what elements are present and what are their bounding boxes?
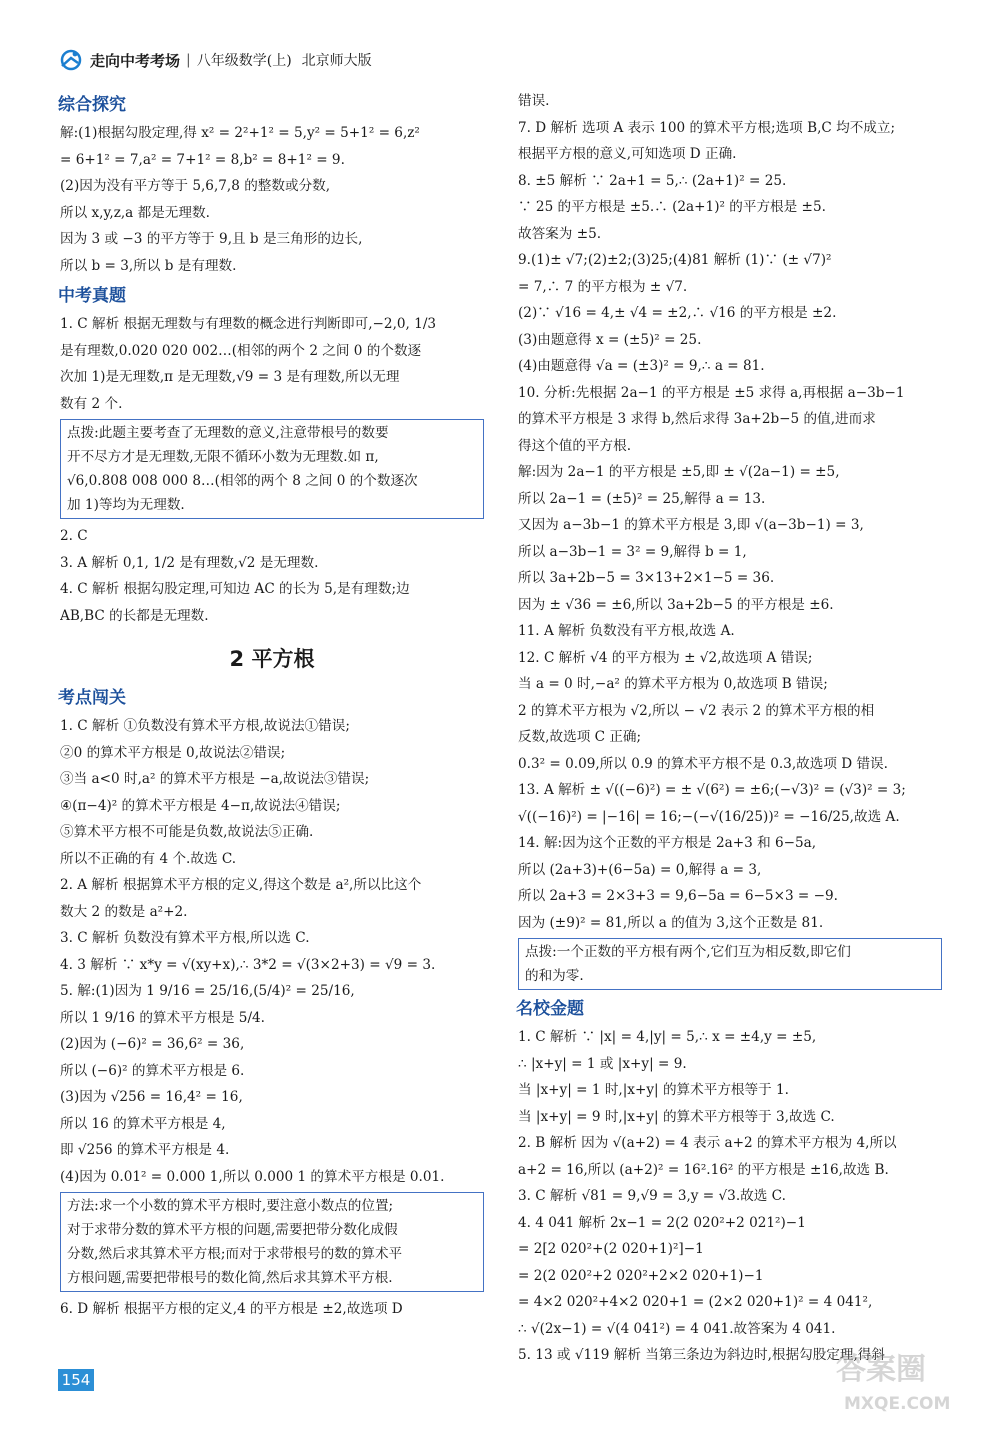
text-line: 14. 解:因为这个正数的平方根是 2a+3 和 6−5a, [518, 835, 817, 851]
text-line: ∴ |x+y| = 1 或 |x+y| = 9. [518, 1055, 687, 1072]
header-separator: | [186, 52, 191, 68]
text-line: 12. C 解析 √4 的平方根为 ± √2,故选项 A 错误; [518, 649, 813, 666]
text-line: 13. A 解析 ± √((−6)²) = ± √(6²) = ±6;(−√3)² = (√3)² = 3; [518, 782, 906, 798]
text-line: 2. C [60, 528, 88, 544]
section-title-exam-questions: 中考真题 [58, 286, 126, 306]
page-number: 154 [58, 1369, 94, 1391]
text-line: 数有 2 个. [60, 395, 123, 412]
text-line: ③当 a<0 时,a² 的算术平方根是 −a,故说法③错误; [60, 771, 370, 787]
section-title-comprehensive: 综合探究 [58, 95, 126, 115]
text-line: 11. A 解析 负数没有平方根,故选 A. [518, 623, 735, 639]
tip-line: 点拨:一个正数的平方根有两个,它们互为相反数,即它们 [525, 944, 851, 960]
text-line: = 7,∴ 7 的平方根为 ± √7. [518, 278, 688, 295]
runner-logo-icon [58, 49, 84, 71]
watermark-url: MXQE.COM [844, 1394, 951, 1414]
text-line: 1. C 解析 ①负数没有算术平方根,故说法①错误; [60, 718, 350, 734]
tip-box [518, 938, 942, 990]
text-line: 2 的算术平方根为 √2,所以 − √2 表示 2 的算术平方根的相 [518, 702, 875, 719]
left-column [60, 88, 484, 1323]
text-line: = 2(2 020²+2 020²+2×2 020+1)−1 [518, 1267, 764, 1284]
edition-label: 北京师大版 [301, 53, 372, 69]
text-line: 所以 (−6)² 的算术平方根是 6. [60, 1062, 245, 1079]
text-line: ②0 的算术平方根是 0,故说法②错误; [60, 744, 286, 761]
text-line: 1. C 解析 ∵ |x| = 4,|y| = 5,∴ x = ±4,y = ±5, [518, 1029, 817, 1045]
text-line: ④(π−4)² 的算术平方根是 4−π,故说法④错误; [60, 797, 341, 814]
text-line: 当 a = 0 时,−a² 的算术平方根为 0,故选项 B 错误; [518, 676, 828, 692]
text-line: = 6+1² = 7,a² = 7+1² = 8,b² = 8+1² = 9. [60, 151, 345, 168]
chapter-title: 2 平方根 [229, 647, 315, 671]
text-line: 因为 ± √36 = ±6,所以 3a+2b−5 的平方根是 ±6. [518, 596, 834, 613]
right-column [518, 88, 942, 1369]
section-comprehensive-body [60, 120, 484, 279]
text-line: 根据平方根的意义,可知选项 D 正确. [518, 146, 737, 162]
text-line: (4)因为 0.01² = 0.000 1,所以 0.000 1 的算术平方根是 0.01. [60, 1168, 445, 1185]
text-line: 得这个值的平方根. [518, 437, 632, 454]
text-line: = 2[2 020²+(2 020+1)²]−1 [518, 1241, 704, 1257]
text-line: 所以 x,y,z,a 都是无理数. [60, 204, 210, 221]
text-line: 次加 1)是无理数,π 是无理数,√9 = 3 是有理数,所以无理 [60, 369, 400, 385]
text-line: 所以 b = 3,所以 b 是有理数. [60, 257, 237, 274]
text-line: 故答案为 ±5. [518, 225, 602, 242]
text-line: 所以不正确的有 4 个.故选 C. [60, 850, 237, 867]
text-line: 5. 解:(1)因为 1 9/16 = 25/16,(5/4)² = 25/16, [60, 983, 355, 999]
text-line: (3)由题意得 x = (±5)² = 25. [518, 331, 702, 348]
text-line: 是有理数,0.020 020 002…(相邻的两个 2 之间 0 的个数逐 [60, 342, 422, 359]
text-line: (3)因为 √256 = 16,4² = 16, [60, 1089, 243, 1105]
text-line: 错误. [518, 93, 550, 109]
text-line: 因为 3 或 −3 的平方等于 9,且 b 是三角形的边长, [60, 231, 363, 247]
text-line: 4. 4 041 解析 2x−1 = 2(2 020²+2 021²)−1 [518, 1214, 806, 1231]
watermark-text: 答案圈 [836, 1352, 926, 1387]
method-line: 分数,然后求其算术平方根;而对于求带根号的数的算术平 [67, 1246, 403, 1262]
text-line: AB,BC 的长都是无理数. [60, 607, 209, 624]
text-line: 3. A 解析 0,1, 1/2 是有理数,√2 是无理数. [60, 554, 319, 571]
book-title: 八年级数学(上) [196, 53, 292, 69]
text-line: 2. A 解析 根据算术平方根的定义,得这个数是 a²,所以比这个 [60, 877, 422, 893]
watermark [836, 1350, 964, 1430]
method-line: 方法:求一个小数的算术平方根时,要注意小数点的位置; [67, 1198, 394, 1214]
text-line: 的算术平方根是 3 求得 b,然后求得 3a+2b−5 的值,进而求 [518, 411, 876, 427]
method-line: 对于求带分数的算术平方根的问题,需要把带分数化成假 [67, 1222, 398, 1238]
text-line: 当 |x+y| = 1 时,|x+y| 的算术平方根等于 1. [518, 1082, 789, 1098]
section-title-famous-school: 名校金题 [516, 999, 584, 1019]
text-line: 6. D 解析 根据平方根的定义,4 的平方根是 ±2,故选项 D [60, 1301, 403, 1317]
text-line: 9.(1)± √7;(2)±2;(3)25;(4)81 解析 (1)∵ (± √7)² [518, 252, 832, 268]
text-line: 10. 分析:先根据 2a−1 的平方根是 ±5 求得 a,再根据 a−3b−1 [518, 384, 905, 401]
text-line: 当 |x+y| = 9 时,|x+y| 的算术平方根等于 3,故选 C. [518, 1108, 835, 1125]
tip-line: 加 1)等均为无理数. [67, 497, 185, 513]
text-line: 8. ±5 解析 ∵ 2a+1 = 5,∴ (2a+1)² = 25. [518, 172, 787, 189]
tip-box [60, 419, 484, 519]
method-box [60, 1192, 484, 1292]
text-line: = 4×2 020²+4×2 020+1 = (2×2 020+1)² = 4 041², [518, 1294, 873, 1310]
text-line: √((−16)²) = |−16| = 16;−(−√(16/25))² = −16/25,故选 A. [518, 808, 900, 825]
tip-line: 点拨:此题主要考查了无理数的意义,注意带根号的数要 [67, 425, 389, 441]
text-line: 所以 2a+3 = 2×3+3 = 9,6−5a = 6−5×3 = −9. [518, 888, 839, 904]
text-line: 所以 3a+2b−5 = 3×13+2×1−5 = 36. [518, 570, 775, 586]
text-line: 所以 16 的算术平方根是 4, [60, 1115, 226, 1132]
text-line: 2. B 解析 因为 √(a+2) = 4 表示 a+2 的算术平方根为 4,所以 [518, 1135, 897, 1151]
text-line: 3. C 解析 √81 = 9,√9 = 3,y = √3.故选 C. [518, 1188, 786, 1204]
text-line: 解:因为 2a−1 的平方根是 ±5,即 ± √(2a−1) = ±5, [518, 464, 840, 480]
tip-line: √6,0.808 008 000 8…(相邻的两个 8 之间 0 的个数逐次 [67, 473, 418, 489]
text-line: a+2 = 16,所以 (a+2)² = 16².16² 的平方根是 ±16,故选 B. [518, 1161, 889, 1178]
text-line: 因为 (±9)² = 81,所以 a 的值为 3,这个正数是 81. [518, 914, 824, 931]
section-title-checkpoints: 考点闯关 [58, 688, 126, 708]
text-line: (2)因为 (−6)² = 36,6² = 36, [60, 1036, 245, 1052]
method-line: 方根问题,需要把带根号的数化简,然后求其算术平方根. [67, 1270, 393, 1286]
text-line: ∵ 25 的平方根是 ±5.∴ (2a+1)² 的平方根是 ±5. [518, 199, 826, 215]
text-line: 数大 2 的数是 a²+2. [60, 903, 188, 920]
text-line: 7. D 解析 选项 A 表示 100 的算术平方根;选项 B,C 均不成立; [518, 119, 896, 136]
text-line: 4. C 解析 根据勾股定理,可知边 AC 的长为 5,是有理数;边 [60, 581, 410, 597]
page-header [58, 48, 372, 72]
text-line: 3. C 解析 负数没有算术平方根,所以选 C. [60, 930, 310, 946]
text-line: 解:(1)根据勾股定理,得 x² = 2²+1² = 5,y² = 5+1² = 6,z² [60, 125, 420, 141]
text-line: (2)因为没有平方等于 5,6,7,8 的整数或分数, [60, 178, 331, 194]
brand-title: 走向中考考场 [90, 51, 181, 70]
text-line: 1. C 解析 根据无理数与有理数的概念进行判断即可,−2,0, 1/3 [60, 316, 437, 332]
text-line: 反数,故选项 C 正确; [518, 729, 642, 745]
text-line: 所以 2a−1 = (±5)² = 25,解得 a = 13. [518, 490, 766, 507]
text-line: (4)由题意得 √a = (±3)² = 9,∴ a = 81. [518, 358, 765, 374]
text-line: 即 √256 的算术平方根是 4. [60, 1142, 230, 1158]
text-line: (2)∵ √16 = 4,± √4 = ±2,∴ √16 的平方根是 ±2. [518, 305, 837, 321]
text-line: 0.3² = 0.09,所以 0.9 的算术平方根不是 0.3,故选项 D 错误. [518, 755, 888, 772]
text-line: 所以 1 9/16 的算术平方根是 5/4. [60, 1009, 266, 1026]
text-line: 所以 a−3b−1 = 3² = 9,解得 b = 1, [518, 543, 747, 560]
text-line: 所以 (2a+3)+(6−5a) = 0,解得 a = 3, [518, 861, 762, 878]
text-line: ⑤算术平方根不可能是负数,故说法⑤正确. [60, 824, 314, 840]
tip-line: 的和为零. [525, 968, 584, 984]
text-line: 5. 13 或 √119 解析 当第三条边为斜边时,根据勾股定理,得斜 [518, 1347, 885, 1363]
text-line: 4. 3 解析 ∵ x*y = √(xy+x),∴ 3*2 = √(3×2+3) = √9 = 3. [60, 956, 436, 973]
text-line: 又因为 a−3b−1 的算术平方根是 3,即 √(a−3b−1) = 3, [518, 517, 864, 533]
text-line: ∴ √(2x−1) = √(4 041²) = 4 041.故答案为 4 041. [518, 1320, 836, 1337]
tip-line: 开不尽方才是无理数,无限不循环小数为无理数.如 π, [67, 449, 379, 465]
